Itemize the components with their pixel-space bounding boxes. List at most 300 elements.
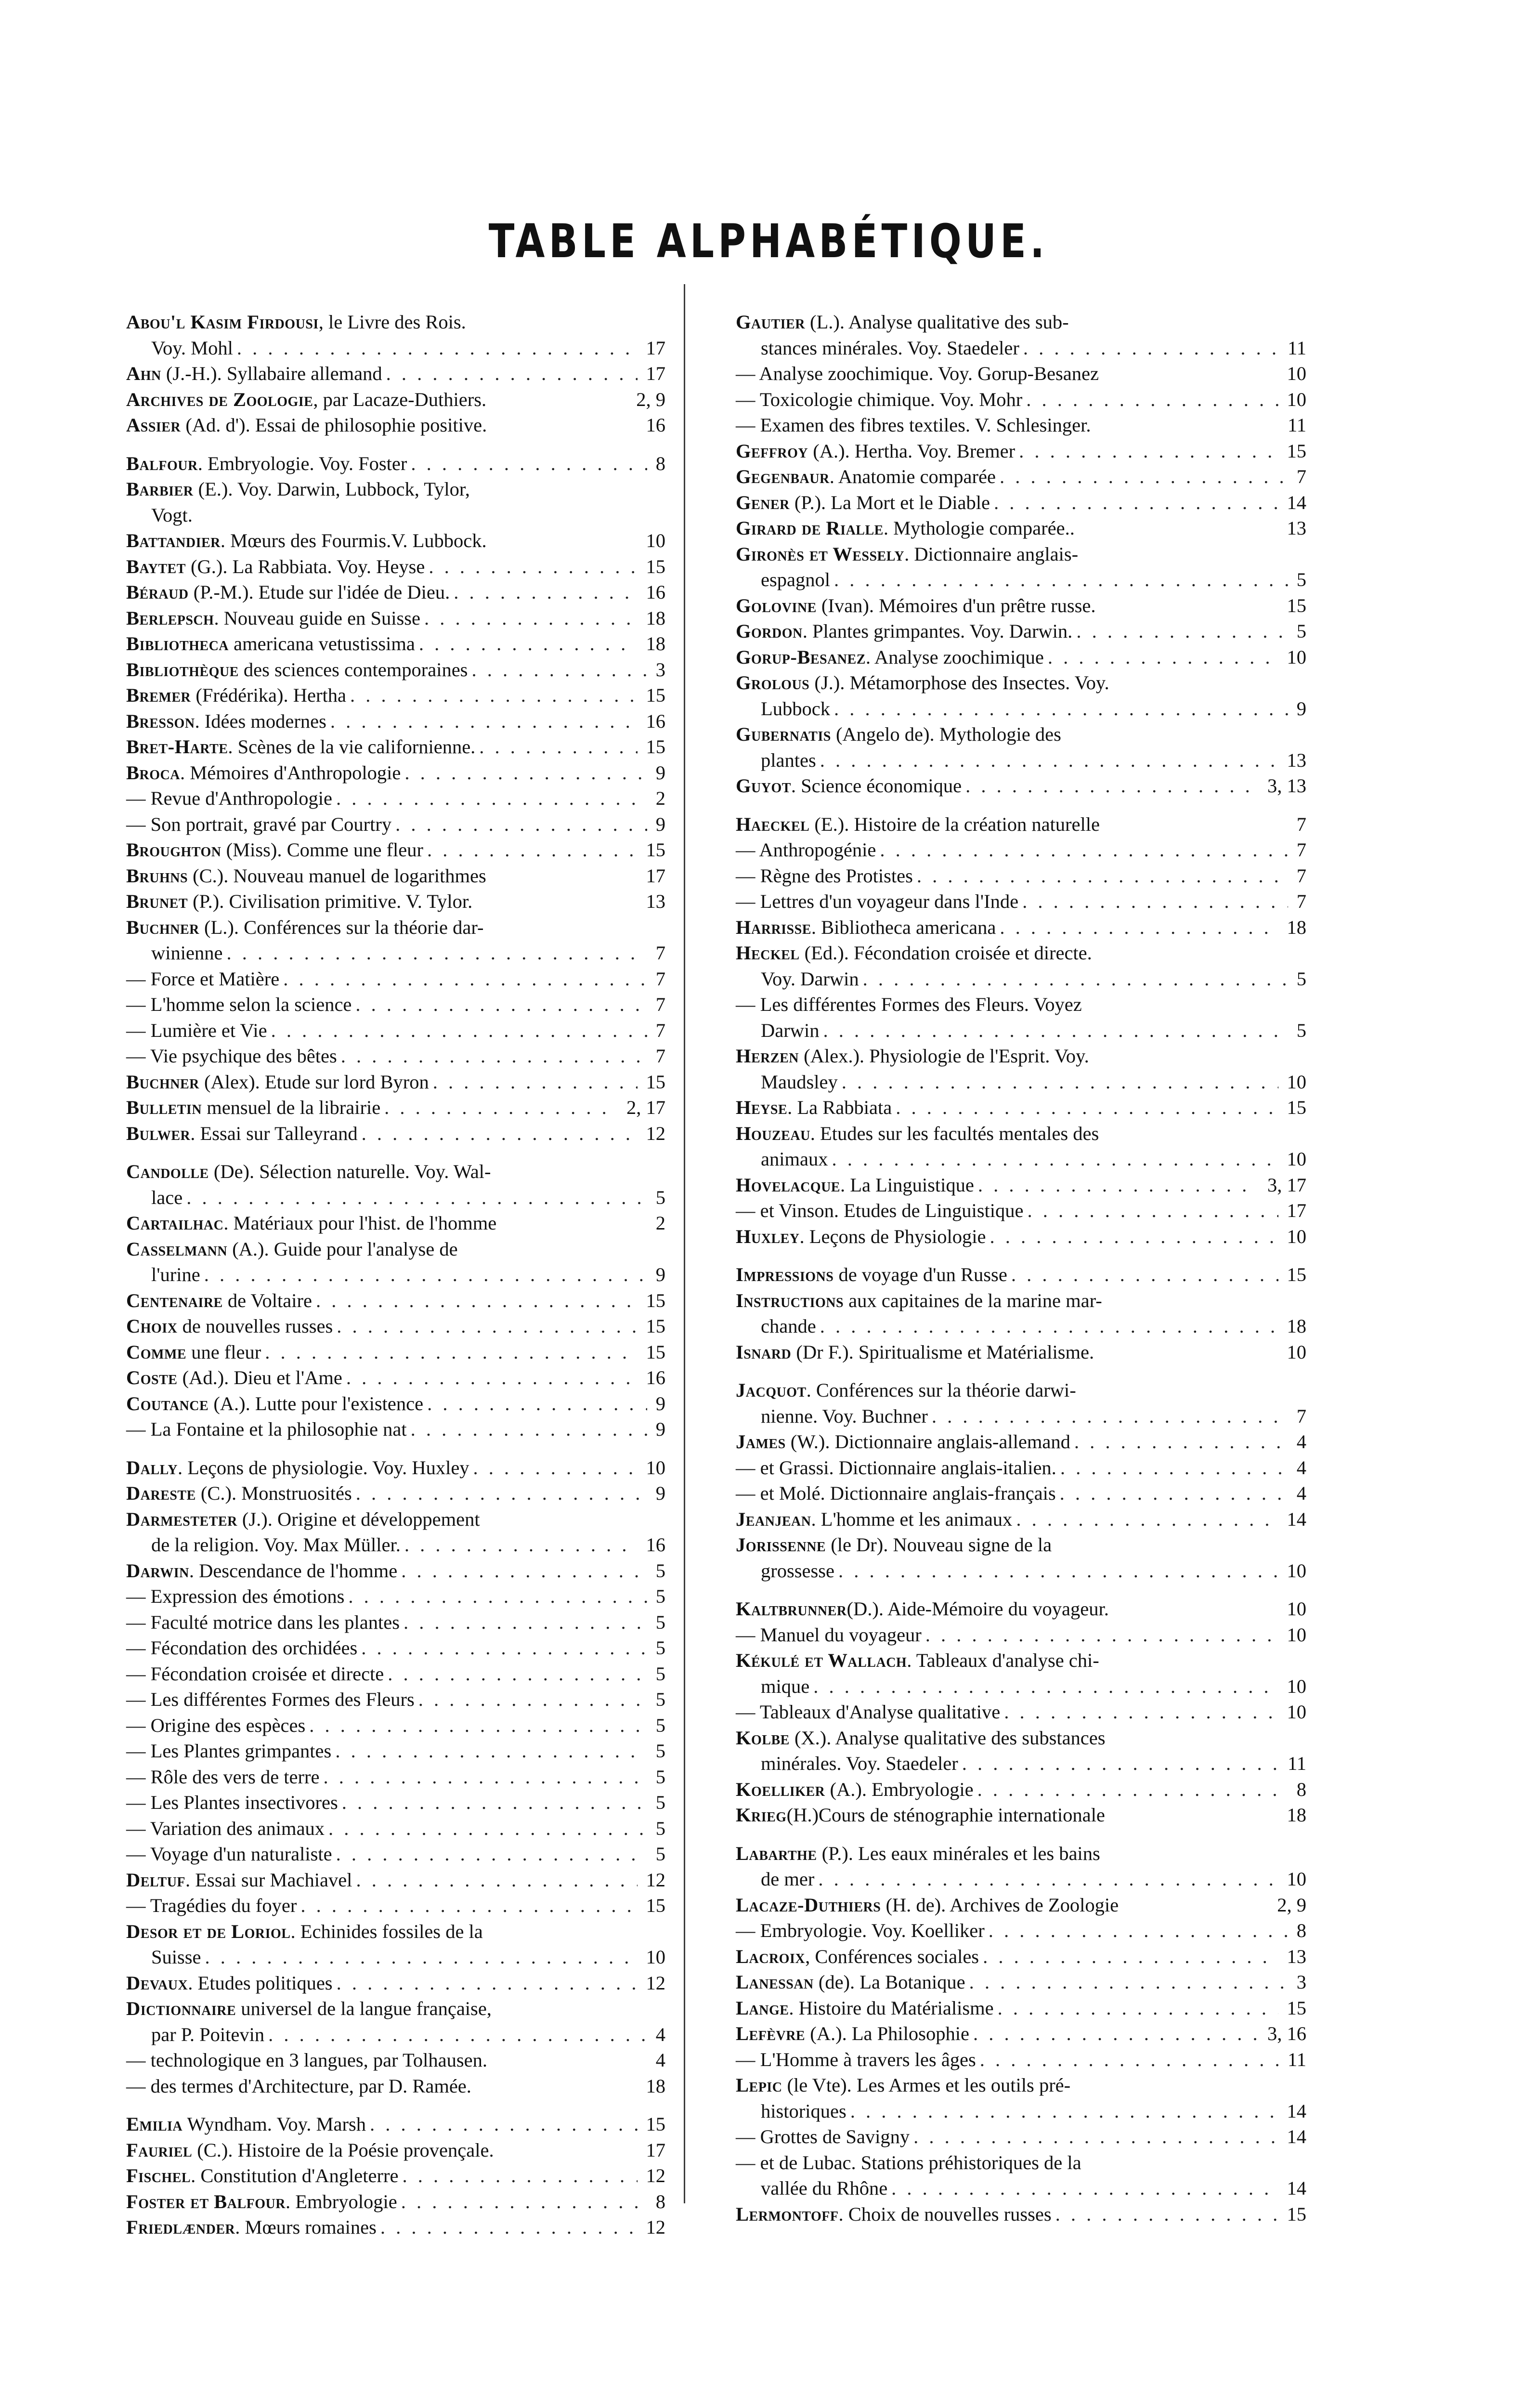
entry-continuation-line bbox=[126, 335, 665, 361]
entry-title: (Ad. d'). Essai de philosophie positive. bbox=[181, 414, 487, 436]
index-entry bbox=[126, 579, 665, 605]
dot-leader bbox=[983, 1944, 1278, 1970]
page-number: 3, 13 bbox=[1267, 775, 1306, 797]
author-name: Barbier bbox=[126, 478, 194, 500]
author-name: Gener bbox=[736, 491, 790, 513]
author-name: Lefèvre bbox=[736, 2023, 806, 2044]
entry-text bbox=[761, 1069, 838, 1095]
dot-leader bbox=[335, 1738, 647, 1764]
author-name: Jeanjean bbox=[736, 1508, 811, 1530]
dot-leader bbox=[1060, 1480, 1288, 1506]
entry-text bbox=[126, 2163, 398, 2189]
entry-continuation-line bbox=[736, 1069, 1306, 1095]
dot-leader bbox=[433, 1069, 638, 1095]
entry-text bbox=[126, 554, 425, 580]
entry-line bbox=[126, 412, 665, 438]
entry-line bbox=[126, 631, 665, 657]
dot-leader bbox=[268, 2022, 647, 2048]
dot-leader bbox=[913, 2124, 1278, 2150]
entry-text bbox=[736, 2201, 1052, 2227]
page-number: 15 bbox=[646, 684, 665, 706]
index-entry bbox=[126, 1584, 665, 1610]
index-entry bbox=[736, 387, 1306, 413]
index-entry bbox=[126, 1313, 665, 1339]
entry-title: . Idées modernes bbox=[195, 710, 326, 732]
page-number: 3, 16 bbox=[1267, 2023, 1306, 2044]
author-name: Lanessan bbox=[736, 1971, 814, 1993]
dot-leader bbox=[1055, 2201, 1278, 2227]
entry-text bbox=[736, 2124, 910, 2150]
index-entry bbox=[126, 657, 665, 683]
entry-text bbox=[126, 2111, 366, 2137]
entry-title: Suisse bbox=[151, 1946, 201, 1968]
entry-text bbox=[736, 2150, 1081, 2176]
entry-line bbox=[736, 1121, 1306, 1147]
page-number: 16 bbox=[646, 710, 665, 732]
entry-title: , par Lacaze-Duthiers. bbox=[313, 388, 487, 410]
dot-leader bbox=[342, 1790, 647, 1816]
author-name: Isnard bbox=[736, 1341, 792, 1363]
author-name: Bresson bbox=[126, 710, 195, 732]
page-number: 2, 9 bbox=[1277, 1894, 1306, 1916]
dot-leader bbox=[891, 2175, 1278, 2201]
entry-text bbox=[126, 605, 420, 631]
entry-line bbox=[736, 1802, 1306, 1828]
index-entry bbox=[736, 915, 1306, 941]
page-number: 13 bbox=[1287, 749, 1306, 771]
entry-title: — Toxicologie chimique. Voy. Mohr bbox=[736, 388, 1023, 410]
entry-title: Lubbock bbox=[761, 697, 830, 720]
author-name: Herzen bbox=[736, 1045, 799, 1067]
entry-text bbox=[126, 1288, 312, 1314]
entry-line bbox=[126, 760, 665, 786]
page-number: 7 bbox=[1296, 890, 1306, 912]
dot-leader bbox=[834, 567, 1288, 593]
dot-leader bbox=[348, 1584, 647, 1610]
entry-line bbox=[736, 1725, 1306, 1751]
entry-text bbox=[736, 837, 876, 863]
entry-text bbox=[126, 2047, 487, 2073]
index-entry bbox=[126, 631, 665, 657]
dot-leader bbox=[283, 966, 647, 992]
index-entry bbox=[126, 1455, 665, 1481]
index-entry bbox=[736, 1172, 1306, 1198]
entry-continuation-line bbox=[736, 1558, 1306, 1584]
entry-text bbox=[126, 1610, 400, 1636]
page-number: 9 bbox=[655, 813, 665, 835]
author-name: Girard de Rialle bbox=[736, 517, 884, 539]
entry-title: — Examen des fibres textiles. V. Schlesinger. bbox=[736, 414, 1091, 436]
entry-title: — et Grassi. Dictionnaire anglais-italien. bbox=[736, 1456, 1056, 1479]
entry-line bbox=[126, 528, 665, 554]
page-number: 5 bbox=[655, 1559, 665, 1582]
entry-title: — Tragédies du foyer bbox=[126, 1895, 297, 1916]
index-entry bbox=[736, 1198, 1306, 1224]
entry-text bbox=[126, 1970, 333, 1996]
page-number: 5 bbox=[655, 1766, 665, 1788]
entry-title: aux capitaines de la marine mar- bbox=[844, 1289, 1102, 1311]
index-entry bbox=[736, 1622, 1306, 1648]
entry-text bbox=[126, 863, 486, 889]
entry-title: . Mémoires d'Anthropologie bbox=[180, 761, 401, 784]
dot-leader bbox=[962, 1751, 1279, 1777]
page-number: 9 bbox=[655, 1482, 665, 1504]
page-number: 17 bbox=[646, 363, 665, 384]
dot-leader bbox=[917, 863, 1288, 889]
dot-leader bbox=[388, 1661, 647, 1687]
index-entry bbox=[736, 412, 1306, 438]
index-entry bbox=[126, 915, 665, 966]
dot-leader bbox=[265, 1339, 637, 1365]
index-entry bbox=[736, 1995, 1306, 2021]
page-number: 2 bbox=[655, 787, 665, 809]
dot-leader bbox=[341, 1043, 647, 1069]
author-name: Bibliotheca bbox=[126, 633, 229, 654]
index-entry bbox=[736, 2047, 1306, 2073]
entry-title: (De). Sélection naturelle. Voy. Wal- bbox=[208, 1161, 491, 1182]
author-name: Heckel bbox=[736, 942, 800, 964]
entry-line bbox=[736, 1172, 1306, 1198]
author-name: Abou'l Kasim Firdousi bbox=[126, 311, 319, 333]
dot-leader bbox=[362, 1121, 638, 1147]
entry-title: — Grottes de Savigny bbox=[736, 2126, 910, 2147]
page-number: 18 bbox=[1287, 916, 1306, 938]
entry-text bbox=[126, 811, 391, 838]
entry-line bbox=[126, 889, 665, 915]
index-entry bbox=[126, 1790, 665, 1816]
entry-title: (C.). Monstruosités bbox=[195, 1482, 352, 1504]
entry-line bbox=[126, 992, 665, 1018]
page-number: 15 bbox=[1287, 2203, 1306, 2225]
page-number: 10 bbox=[1287, 1868, 1306, 1890]
entry-text bbox=[736, 361, 1099, 387]
entry-continuation-line bbox=[736, 747, 1306, 773]
page-number: 4 bbox=[655, 2023, 665, 2045]
index-entry bbox=[126, 1236, 665, 1288]
entry-title: (G.). La Rabbiata. Voy. Heyse bbox=[185, 555, 425, 577]
entry-text bbox=[126, 682, 346, 708]
entry-text bbox=[151, 502, 193, 528]
entry-title: (D.). Aide-Mémoire du voyageur. bbox=[847, 1598, 1109, 1620]
entry-title: . L'homme et les animaux bbox=[811, 1508, 1013, 1530]
author-name: Deltuf bbox=[126, 1869, 186, 1891]
entry-line bbox=[126, 1480, 665, 1506]
index-entry bbox=[736, 1377, 1306, 1429]
entry-title: . Etudes sur les facultés mentales des bbox=[810, 1122, 1099, 1144]
entry-text bbox=[736, 773, 962, 799]
entry-line bbox=[126, 785, 665, 811]
index-entry bbox=[736, 1841, 1306, 1892]
author-name: Bulletin bbox=[126, 1097, 202, 1118]
entry-text bbox=[126, 1893, 297, 1919]
entry-line bbox=[126, 1584, 665, 1610]
index-entry bbox=[126, 2111, 665, 2137]
entry-text bbox=[736, 1506, 1012, 1532]
page-number: 11 bbox=[1288, 2048, 1306, 2070]
page-number: 10 bbox=[1287, 1701, 1306, 1723]
page-number: 2 bbox=[655, 1212, 665, 1234]
entry-line bbox=[126, 1313, 665, 1339]
dot-leader bbox=[973, 2021, 1259, 2047]
index-entry bbox=[126, 1391, 665, 1417]
entry-line bbox=[126, 1069, 665, 1095]
entry-text bbox=[736, 940, 1092, 966]
entry-text bbox=[126, 1713, 305, 1739]
entry-title: (L.). Analyse qualitative des sub- bbox=[805, 311, 1069, 333]
dot-leader bbox=[336, 785, 647, 811]
entry-title: (E.). Histoire de la création naturelle bbox=[809, 813, 1100, 835]
entry-text bbox=[736, 863, 913, 889]
dot-leader bbox=[355, 992, 647, 1018]
entry-line bbox=[736, 811, 1306, 838]
entry-line bbox=[736, 1095, 1306, 1121]
entry-continuation-line bbox=[736, 2175, 1306, 2201]
entry-text bbox=[126, 2073, 471, 2099]
index-entry bbox=[736, 863, 1306, 889]
page-number: 5 bbox=[655, 1611, 665, 1633]
entry-title: — des termes d'Architecture, par D. Ramée. bbox=[126, 2075, 471, 2097]
entry-text bbox=[736, 1198, 1024, 1224]
author-name: Emilia bbox=[126, 2113, 183, 2135]
entry-text bbox=[126, 2214, 377, 2240]
dot-leader bbox=[1074, 1429, 1288, 1455]
dot-leader bbox=[316, 1288, 638, 1314]
entry-line bbox=[126, 1738, 665, 1764]
index-entry bbox=[126, 1635, 665, 1661]
author-name: Balfour bbox=[126, 452, 198, 474]
entry-title: (Alex.). Physiologie de l'Esprit. Voy. bbox=[798, 1045, 1089, 1067]
entry-text bbox=[126, 1365, 342, 1391]
entry-text bbox=[126, 1210, 496, 1236]
page-title: TABLE ALPHABÉTIQUE. bbox=[488, 214, 1049, 268]
entry-title: de nouvelles russes bbox=[177, 1315, 333, 1337]
entry-title: — Origine des espèces bbox=[126, 1714, 306, 1736]
index-entry bbox=[126, 1996, 665, 2047]
page-number: 10 bbox=[1287, 1071, 1306, 1093]
entry-title: . Choix de nouvelles russes bbox=[838, 2203, 1052, 2225]
entry-line bbox=[126, 1365, 665, 1391]
entry-text bbox=[151, 1185, 182, 1211]
entry-title: — Les Plantes grimpantes bbox=[126, 1740, 332, 1762]
entry-text bbox=[126, 734, 475, 760]
entry-text bbox=[126, 1764, 319, 1790]
entry-text bbox=[126, 1480, 352, 1506]
entry-line bbox=[126, 657, 665, 683]
index-entry bbox=[736, 889, 1306, 915]
author-name: Jacquot bbox=[736, 1379, 807, 1401]
author-name: Béraud bbox=[126, 581, 189, 603]
dot-leader bbox=[1004, 1699, 1278, 1725]
index-entry bbox=[736, 1339, 1306, 1365]
entry-continuation-line bbox=[126, 1262, 665, 1288]
entry-title: — Analyse zoochimique. Voy. Gorup-Besanez bbox=[736, 363, 1099, 384]
entry-line bbox=[736, 412, 1306, 438]
entry-title: Voy. Mohl bbox=[151, 337, 233, 359]
page-number: 16 bbox=[646, 581, 665, 603]
entry-line bbox=[126, 915, 665, 941]
author-name: Assier bbox=[126, 414, 181, 436]
page-number: 9 bbox=[655, 761, 665, 784]
entry-text bbox=[126, 1558, 397, 1584]
entry-line bbox=[736, 1506, 1306, 1532]
entry-title: (A.). Guide pour l'analyse de bbox=[227, 1238, 458, 1260]
entry-line bbox=[126, 1713, 665, 1739]
entry-title: (Angelo de). Mythologie des bbox=[831, 723, 1061, 745]
entry-line bbox=[736, 1622, 1306, 1648]
entry-text bbox=[736, 1892, 1119, 1918]
dot-leader bbox=[990, 1224, 1278, 1250]
index-entry bbox=[126, 361, 665, 387]
index-entry bbox=[736, 618, 1306, 644]
dot-leader bbox=[427, 1391, 647, 1417]
entry-text bbox=[736, 1480, 1056, 1506]
index-entry bbox=[126, 1713, 665, 1739]
author-name: Gautier bbox=[736, 311, 805, 333]
page-number: 11 bbox=[1288, 337, 1306, 359]
page-number: 15 bbox=[646, 839, 665, 861]
index-entry bbox=[736, 490, 1306, 516]
entry-line bbox=[126, 1610, 665, 1636]
entry-title: (P.). Les eaux minérales et les bains bbox=[817, 1842, 1100, 1864]
entry-title: une fleur bbox=[186, 1341, 261, 1363]
index-entry bbox=[736, 1288, 1306, 1339]
page-number: 5 bbox=[655, 1817, 665, 1839]
entry-title: (C.). Histoire de la Poésie provençale. bbox=[192, 2139, 494, 2161]
entry-continuation-line bbox=[736, 1866, 1306, 1892]
author-name: Casselmann bbox=[126, 1238, 228, 1260]
page-number: 5 bbox=[1296, 1019, 1306, 1041]
dot-leader bbox=[384, 1095, 618, 1121]
author-name: Ahn bbox=[126, 363, 161, 384]
entry-title: (J.-H.). Syllabaire allemand bbox=[161, 363, 382, 384]
entry-text bbox=[761, 1751, 958, 1777]
author-name: Labarthe bbox=[736, 1842, 817, 1864]
entry-text bbox=[126, 1159, 491, 1185]
entry-title: — Les différentes Formes des Fleurs. Voyez bbox=[736, 994, 1082, 1015]
author-name: Fauriel bbox=[126, 2139, 193, 2161]
index-entry bbox=[126, 811, 665, 838]
column-divider bbox=[684, 284, 685, 2203]
dot-leader bbox=[820, 747, 1278, 773]
entry-title: . Scènes de la vie californienne. bbox=[228, 736, 476, 758]
author-name: Kolbe bbox=[736, 1727, 790, 1749]
entry-text bbox=[151, 1532, 401, 1558]
author-name: Centenaire bbox=[126, 1289, 223, 1311]
entry-title: l'urine bbox=[151, 1264, 200, 1285]
page-number: 15 bbox=[646, 2113, 665, 2135]
dot-leader bbox=[896, 1095, 1278, 1121]
entry-line bbox=[736, 593, 1306, 619]
page-number: 15 bbox=[646, 1895, 665, 1916]
entry-title: . La Linguistique bbox=[840, 1174, 974, 1196]
entry-line bbox=[126, 1159, 665, 1185]
entry-title: . Nouveau guide en Suisse bbox=[214, 607, 420, 629]
entry-line bbox=[736, 670, 1306, 696]
index-entry bbox=[126, 528, 665, 554]
entry-line bbox=[736, 515, 1306, 541]
page-number: 11 bbox=[1288, 414, 1306, 436]
page-number: 4 bbox=[1296, 1482, 1306, 1504]
entry-title: . Bibliotheca americana bbox=[811, 916, 996, 938]
dot-leader bbox=[356, 1867, 637, 1893]
entry-title: — Voyage d'un naturaliste bbox=[126, 1843, 332, 1865]
author-name: Krieg bbox=[736, 1804, 787, 1826]
entry-text bbox=[736, 464, 996, 490]
page-number: 15 bbox=[1287, 1264, 1306, 1285]
entry-continuation-line bbox=[126, 1944, 665, 1970]
entry-text bbox=[151, 2022, 264, 2048]
dot-leader bbox=[1019, 438, 1278, 464]
index-entry bbox=[126, 1661, 665, 1687]
index-entry bbox=[736, 644, 1306, 670]
dot-leader bbox=[418, 1687, 647, 1713]
entry-line bbox=[126, 1687, 665, 1713]
entry-title: mensuel de la librairie bbox=[202, 1097, 381, 1118]
entry-title: grossesse bbox=[761, 1559, 834, 1582]
page-number: 14 bbox=[1287, 2100, 1306, 2122]
entry-line bbox=[126, 1764, 665, 1790]
author-name: Bulwer bbox=[126, 1122, 191, 1144]
entry-title: (Frédérika). Hertha bbox=[191, 684, 346, 706]
entry-text bbox=[126, 1687, 415, 1713]
dot-leader bbox=[424, 605, 638, 631]
entry-line bbox=[736, 915, 1306, 941]
entry-text bbox=[761, 2098, 847, 2124]
index-entry bbox=[126, 2073, 665, 2099]
dot-leader bbox=[370, 2111, 638, 2137]
entry-continuation-line bbox=[126, 502, 665, 528]
entry-text bbox=[736, 1288, 1102, 1314]
entry-title: (P.). Civilisation primitive. V. Tylor. bbox=[188, 890, 473, 912]
index-entry bbox=[126, 1919, 665, 1970]
entry-text bbox=[761, 1558, 834, 1584]
entry-line bbox=[126, 361, 665, 387]
entry-title: historiques bbox=[761, 2100, 847, 2122]
index-entry bbox=[126, 1121, 665, 1147]
entry-text bbox=[736, 1224, 986, 1250]
index-entry bbox=[126, 1095, 665, 1121]
entry-title: , le Livre des Rois. bbox=[318, 311, 466, 333]
page-number: 7 bbox=[1296, 864, 1306, 887]
entry-title: — Son portrait, gravé par Courtry bbox=[126, 813, 392, 835]
index-entry bbox=[736, 1725, 1306, 1777]
entry-line bbox=[736, 1480, 1306, 1506]
page-number: 15 bbox=[646, 1289, 665, 1311]
dot-leader bbox=[454, 579, 637, 605]
entry-title: (Ad.). Dieu et l'Ame bbox=[177, 1367, 342, 1388]
page-number: 5 bbox=[1296, 620, 1306, 642]
entry-title: de mer bbox=[761, 1868, 815, 1890]
index-entry bbox=[126, 1339, 665, 1365]
dot-leader bbox=[989, 1918, 1288, 1944]
dot-leader bbox=[300, 1893, 637, 1919]
entry-line bbox=[736, 361, 1306, 387]
author-name: Gorup-Besanez bbox=[736, 646, 866, 668]
dot-leader bbox=[880, 837, 1288, 863]
author-name: Buchner bbox=[126, 916, 199, 938]
dot-leader bbox=[271, 1018, 647, 1044]
page-number: 16 bbox=[646, 1367, 665, 1388]
index-entry bbox=[736, 1532, 1306, 1584]
entry-title: chande bbox=[761, 1315, 816, 1337]
entry-line bbox=[126, 1506, 665, 1532]
entry-text bbox=[736, 1918, 985, 1944]
entry-line bbox=[126, 1455, 665, 1481]
entry-text bbox=[126, 657, 468, 683]
page-number: 16 bbox=[646, 1534, 665, 1556]
entry-line bbox=[126, 1635, 665, 1661]
entry-title: (de). La Botanique bbox=[813, 1971, 965, 1993]
